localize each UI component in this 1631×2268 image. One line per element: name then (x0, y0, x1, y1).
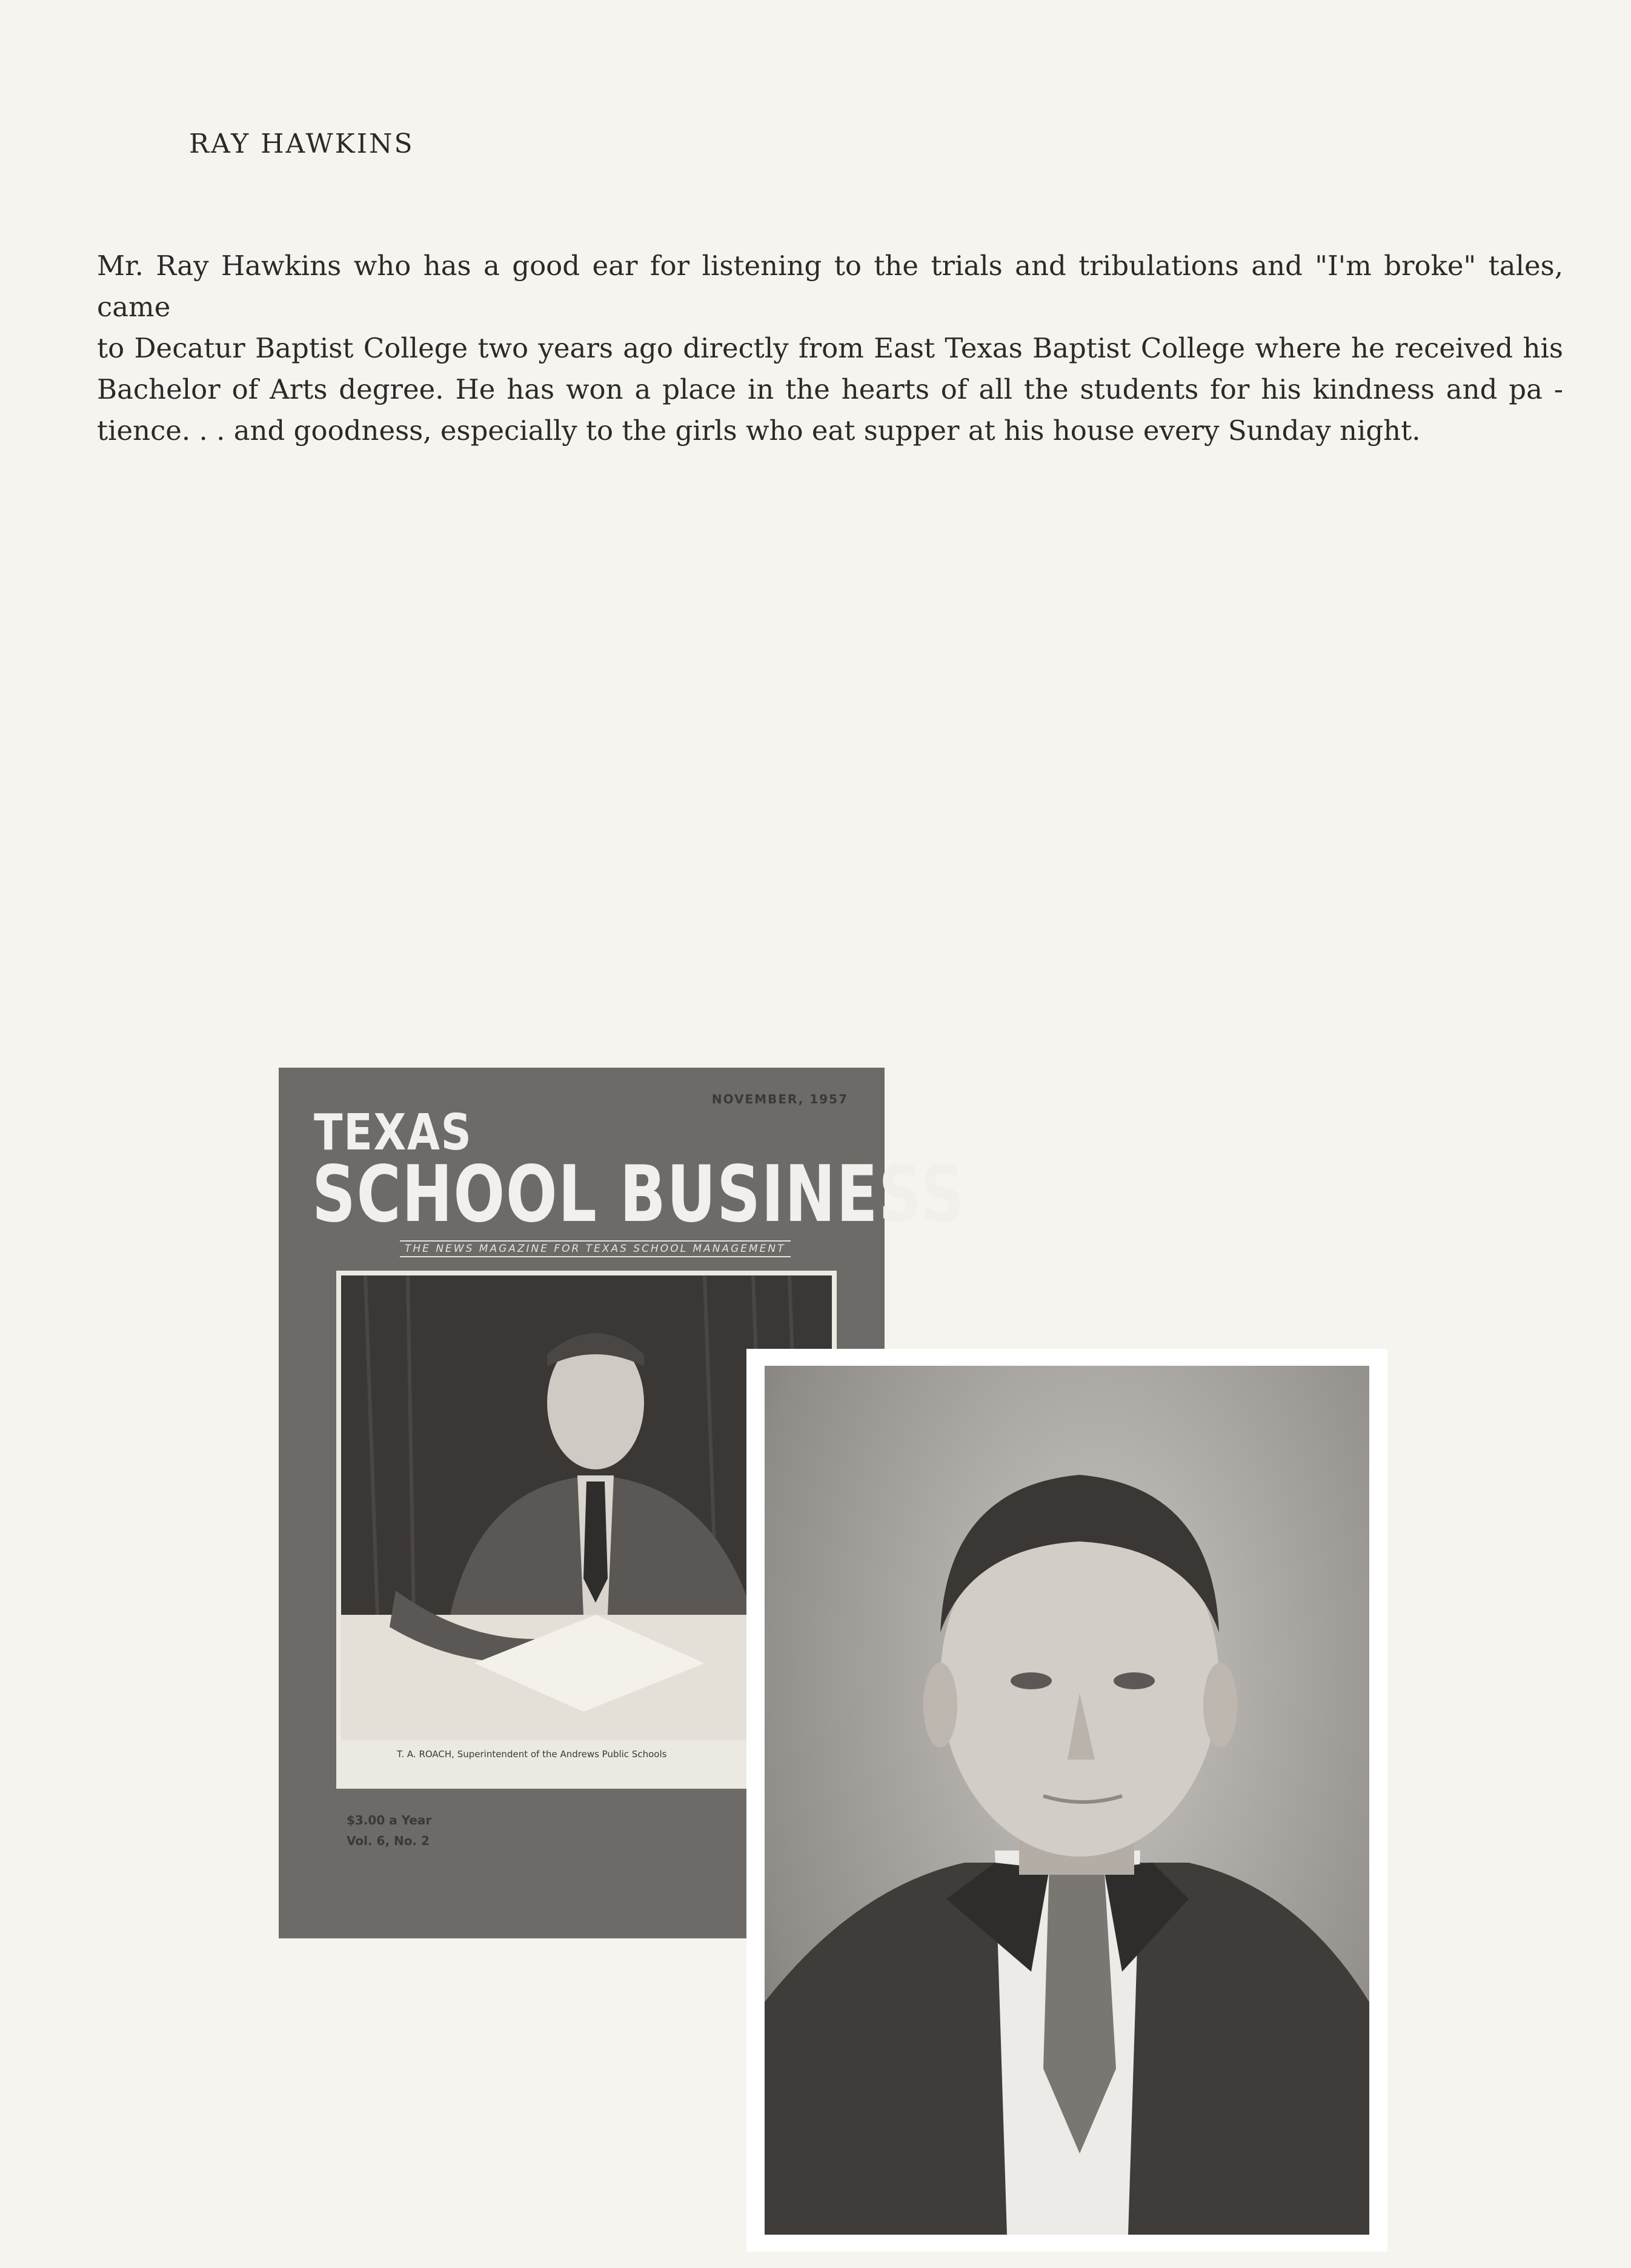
section-heading: RAY HAWKINS (189, 128, 414, 159)
paragraph-line: Mr. Ray Hawkins who has a good ear for listening to the trials and tribulations and "I'm broke" tales, came (97, 250, 1563, 323)
paragraph-line: Bachelor of Arts degree. He has won a place in the hearts of all the students for his kindness and pa - (97, 373, 1563, 405)
cover-masthead-top: TEXAS (314, 1104, 473, 1162)
paragraph-line: to Decatur Baptist College two years ago directly from East Texas Baptist College where he received his (97, 332, 1563, 364)
portrait-figure (765, 1366, 1369, 2235)
cover-price-block (347, 1810, 431, 1851)
cover-caption: T. A. ROACH, Superintendent of the Andrews Public Schools (397, 1749, 667, 1760)
paragraph-line: tience. . . and goodness, especially to the girls who eat supper at his house every Sunday night. (97, 414, 1421, 447)
cover-price: $3.00 a Year (347, 1813, 432, 1827)
cover-masthead-main: SCHOOL BUSINESS (312, 1149, 965, 1240)
portrait-photo (746, 1349, 1387, 2252)
portrait-photo-inner (765, 1366, 1369, 2235)
cover-date: NOVEMBER, 1957 (711, 1092, 848, 1106)
biography-paragraph (97, 245, 1563, 451)
cover-volume: Vol. 6, No. 2 (347, 1834, 430, 1848)
cover-tagline: THE NEWS MAGAZINE FOR TEXAS SCHOOL MANAGEMENT (400, 1240, 791, 1257)
